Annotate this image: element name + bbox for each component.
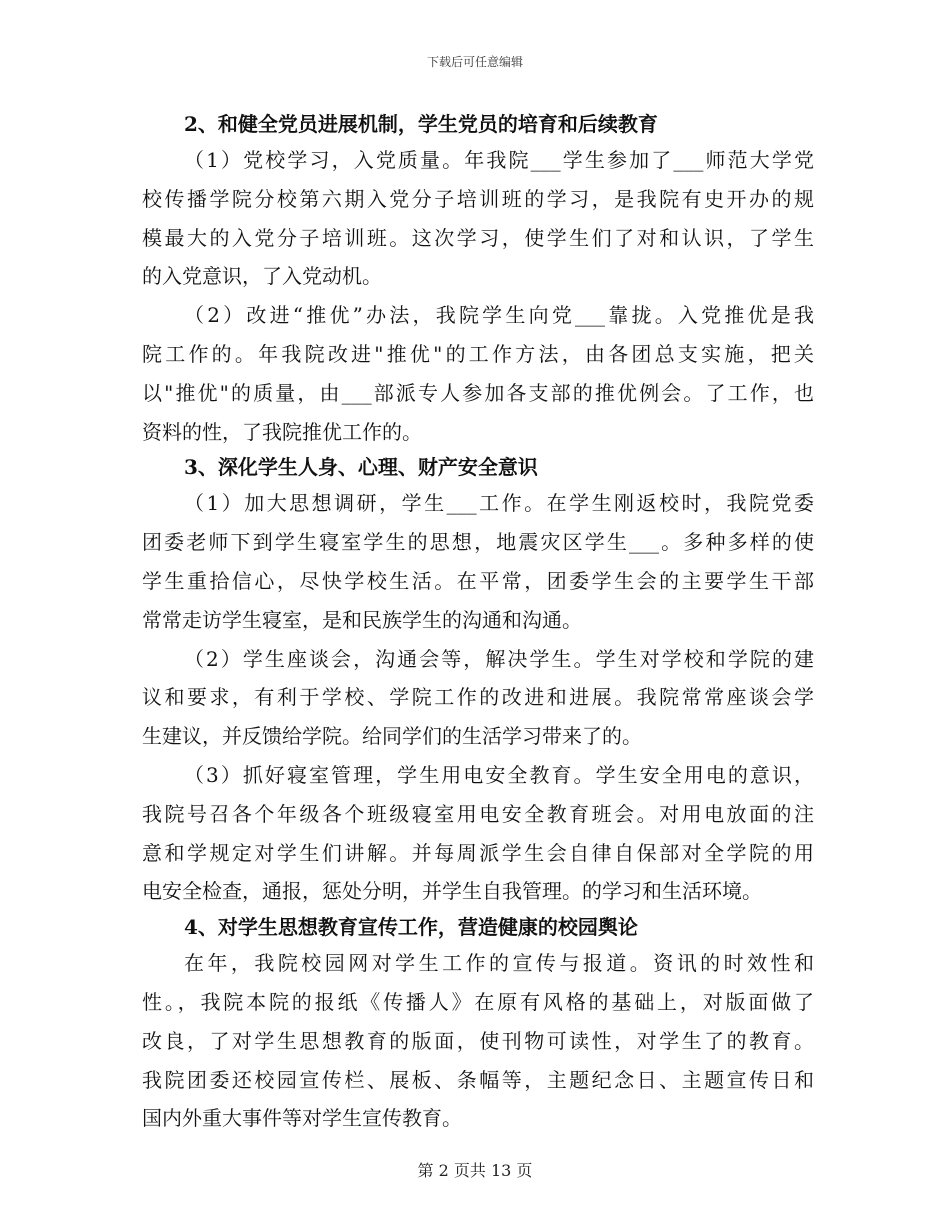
paragraph-line: 资料的性，了我院推优工作的。 <box>142 419 422 444</box>
paragraph-line: 团委老师下到学生寝室学生的思想，地震灾区学生___。多种多样的使 <box>142 530 814 555</box>
paragraph <box>142 296 814 451</box>
paragraph-line: 以"推优"的质量，由___部派专人参加各支部的推优例会。了工作，也 <box>142 380 814 405</box>
paragraph-line: 改良，了对学生思想教育的版面，使刊物可读性，对学生了的教育。 <box>142 1028 814 1053</box>
paragraph <box>142 944 814 1138</box>
paragraph-line: 学生重拾信心，尽快学校生活。在平常，团委学生会的主要学生干部 <box>142 568 814 593</box>
paragraph-line: 在年，我院校园网对学生工作的宣传与报道。资讯的时效性和 <box>184 951 814 976</box>
page-header: 下载后可任意编辑 <box>426 55 523 69</box>
paragraph <box>142 756 814 911</box>
paragraph-line: 意和学规定对学生们讲解。并每周派学生会自律自保部对全学院的用 <box>142 840 814 865</box>
paragraph-line: （2）改进“推优”办法，我院学生向党___靠拢。入党推优是我 <box>184 303 814 328</box>
paragraph-line: 模最大的入党分子培训班。这次学习，使学生们了对和认识，了学生 <box>142 225 814 250</box>
paragraph-line: 生建议，并反馈给学院。给同学们的生活学习带来了的。 <box>142 724 642 749</box>
paragraph <box>142 484 814 639</box>
paragraph-line: 国内外重大事件等对学生宣传教育。 <box>142 1106 462 1131</box>
paragraph-line: 的入党意识，了入党动机。 <box>142 264 382 289</box>
paragraph-line: 议和要求，有利于学校、学院工作的改进和进展。我院常常座谈会学 <box>142 685 814 710</box>
paragraph-line: （1）加大思想调研，学生___工作。在学生刚返校时，我院党委 <box>184 491 814 516</box>
paragraph-line: 院工作的。年我院改进"推优"的工作方法，由各团总支实施，把关 <box>142 341 814 366</box>
section-heading: 3、深化学生人身、心理、财产安全意识 <box>184 455 538 480</box>
paragraph-line: 电安全检查，通报，惩处分明，并学生自我管理。的学习和生活环境。 <box>142 879 762 904</box>
paragraph-line: 校传播学院分校第六期入党分子培训班的学习，是我院有史开办的规 <box>142 186 814 211</box>
paragraph-line: （1）党校学习，入党质量。年我院___学生参加了___师范大学党 <box>184 148 814 172</box>
paragraph-line: 常常走访学生寝室，是和民族学生的沟通和沟通。 <box>142 607 582 632</box>
section-heading: 2、和健全党员进展机制，学生党员的培育和后续教育 <box>184 112 658 136</box>
paragraph-line: 我院团委还校园宣传栏、展板、条幅等，主题纪念日、主题宣传日和 <box>142 1067 814 1092</box>
document-body <box>142 108 814 1138</box>
section-heading: 4、对学生思想教育宣传工作，营造健康的校园舆论 <box>184 915 638 940</box>
page-footer: 第 2 页共 13 页 <box>417 1161 533 1180</box>
paragraph-line: 性。，我院本院的报纸《传播人》在原有风格的基础上，对版面做了 <box>142 989 814 1014</box>
paragraph-line: （3）抓好寝室管理，学生用电安全教育。学生安全用电的意识， <box>184 762 814 787</box>
paragraph-line: 我院号召各个年级各个班级寝室用电安全教育班会。对用电放面的注 <box>142 801 814 826</box>
paragraph <box>142 141 814 296</box>
paragraph-line: （2）学生座谈会，沟通会等，解决学生。学生对学校和学院的建 <box>184 646 814 671</box>
paragraph <box>142 640 814 756</box>
